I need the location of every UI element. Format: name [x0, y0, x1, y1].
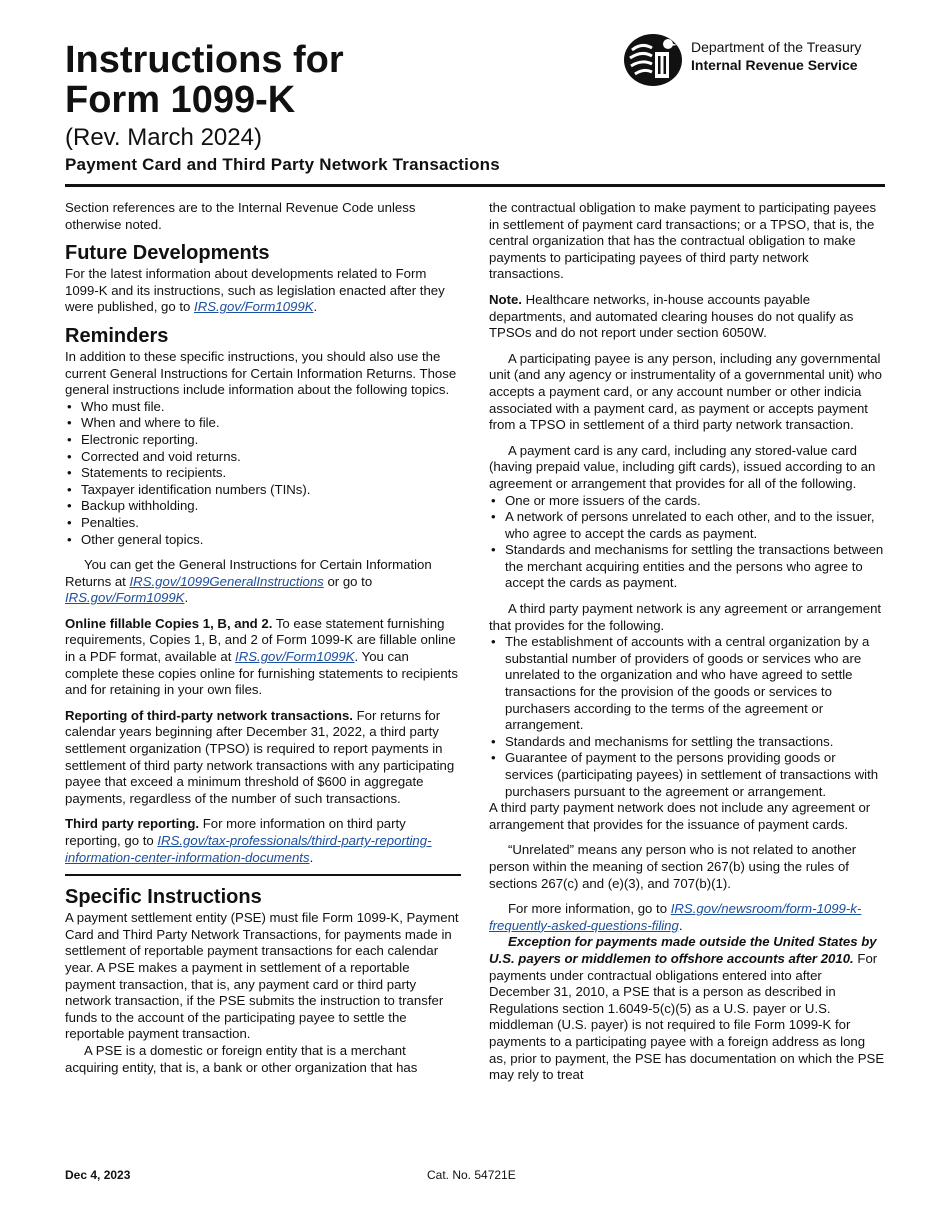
footer-date: Dec 4, 2023	[65, 1168, 131, 1182]
note-text: Healthcare networks, in-house accounts payable departments, and automated clearing houses do not qualify as TPSOs and do not report under section 6050W.	[489, 291, 854, 341]
reminders-heading: Reminders	[65, 324, 169, 347]
list-item: • When and where to file.	[65, 415, 461, 432]
list-item: • Electronic reporting.	[65, 432, 461, 449]
list-item: • Other general topics.	[65, 532, 461, 549]
third-party-text: For more information on third party reporting, go to	[65, 816, 406, 848]
general-end: .	[184, 590, 189, 606]
more-info-paragraph	[489, 901, 885, 934]
list-item: • The establishment of accounts with a central organization by a substantial number of providers of goods or services who are unrelated to the organization and who have agreed to settle transactions for the provision of the goods or services to purchasers according to the terms of the agreement or arrangement.	[489, 634, 885, 734]
pse-paragraph: A PSE is a domestic or foreign entity that is a merchant acquiring entity, that is, a bank or other organization that has	[65, 1042, 418, 1075]
faq-link[interactable]: IRS.gov/newsroom/form-1099-k-frequently-asked-questions-filing	[489, 901, 862, 933]
form-1099k-link[interactable]: IRS.gov/Form1099K	[65, 590, 185, 606]
third-party-label: Third party reporting.	[65, 816, 200, 832]
exception-text: For payments under contractual obligations entered into after December 31, 2010, a PSE that is a person as described in Regulations section 1.6049-5(c)(5) as a U.S. payer or U.S. middleman (U.S. payer) is not required to file Form 1099-K for payments to a participating payee with a foreign address as long as, prior to payment, the PSE has documentation on which the PSE may rely to treat	[489, 950, 885, 1083]
section-divider	[65, 874, 461, 876]
agency-department: Department of the Treasury	[691, 39, 862, 55]
more-info-end: .	[678, 917, 683, 933]
online-fillable-label: Online fillable Copies 1, B, and 2.	[65, 615, 273, 631]
third-party-end: .	[309, 849, 314, 865]
future-link[interactable]: IRS.gov/Form1099K	[194, 299, 314, 315]
list-item: • Standards and mechanisms for settling the transactions between the merchant acquiring entities and the persons who agree to accept the cards as payment.	[489, 542, 885, 592]
note-paragraph	[489, 292, 885, 342]
online-fillable-paragraph	[65, 616, 461, 699]
header-rule	[65, 184, 885, 187]
intro-paragraph: Section references are to the Internal Revenue Code unless otherwise noted.	[65, 200, 416, 232]
third-party-network-list	[489, 634, 885, 800]
list-item: • Backup withholding.	[65, 498, 461, 515]
general-instructions-link[interactable]: IRS.gov/1099GeneralInstructions	[129, 573, 324, 589]
exception-paragraph	[489, 934, 885, 1083]
list-item: • Who must file.	[65, 399, 461, 416]
general-text: You can get the General Instructions for Certain Information Returns at	[65, 557, 432, 589]
specific-instructions-heading: Specific Instructions	[65, 886, 262, 909]
continued-paragraph: the contractual obligation to make payment to participating payees in settlement of payment card transactions; or a TPSO, that is, the central organization that has the contractual obligation to make payments to participating payees of third party network transactions.	[489, 200, 877, 282]
online-end: . You can complete these copies online for furnishing statements to recipients and for retaining in your own files.	[65, 649, 458, 698]
agency-service: Internal Revenue Service	[691, 57, 858, 73]
third-party-link[interactable]: IRS.gov/tax-professionals/third-party-reporting-information-center-information-documents	[65, 833, 432, 865]
list-item: • Statements to recipients.	[65, 465, 461, 482]
note-label: Note.	[489, 291, 522, 307]
future-developments-paragraph	[65, 266, 461, 316]
online-text: To ease statement furnishing requirements, Copies 1, B, and 2 of Form 1099-K are fillable online in a PDF format, available at	[65, 615, 456, 665]
payment-card-list	[489, 493, 885, 593]
list-item: • One or more issuers of the cards.	[489, 493, 885, 510]
list-item: • Penalties.	[65, 515, 461, 532]
reporting-label: Reporting of third-party network transactions.	[65, 707, 353, 723]
list-item: • Standards and mechanisms for settling the transactions.	[489, 734, 885, 751]
future-end: .	[313, 299, 318, 315]
left-column	[65, 200, 461, 1076]
list-item: • Guarantee of payment to the persons providing goods or services (participating payees) in settlement of transactions with purchasers pursuant to the agreement or arrangement.	[489, 750, 885, 800]
footer-catalog-number: Cat. No. 54721E	[427, 1168, 516, 1182]
reminders-list	[65, 399, 461, 548]
reporting-paragraph	[65, 708, 461, 808]
network-exclusion-paragraph: A third party payment network does not include any agreement or arrangement that provides for the issuance of payment cards.	[489, 800, 871, 832]
list-item: • A network of persons unrelated to each other, and to the issuer, who agree to accept the cards as payment.	[489, 509, 885, 542]
third-party-network-paragraph: A third party payment network is any agreement or arrangement that provides for the following.	[489, 601, 882, 633]
unrelated-paragraph: “Unrelated” means any person who is not related to another person within the meaning of section 267(b) using the rules of sections 267(c) and (e)(3), and 707(b)(1).	[489, 842, 857, 891]
participating-payee-paragraph: A participating payee is any person, including any governmental unit (and any agency or instrumentality of a governmental unit) who accepts a payment card, or any account number or other indicia associated with a payment card, as payment or accepts payment from a TPSO in settlement of a third party network transaction.	[489, 350, 882, 433]
title-line-1: Instructions for	[65, 39, 344, 81]
reporting-text: For returns for calendar years beginning after December 31, 2022, a third party settlement organization (TPSO) is required to report payments in settlement of third party network transactions with any participating payee that exceed a minimum threshold of $600 in aggregate payments, regardless of the number of such transactions.	[65, 707, 455, 806]
title-line-2: Form 1099-K	[65, 79, 296, 121]
general-mid: or go to	[323, 573, 373, 589]
reminders-paragraph: In addition to these specific instructions, you should also use the current General Instructions for Certain Information Returns. Those general instructions include information about the following topics.	[65, 348, 457, 398]
more-info-text: For more information, go to	[508, 901, 671, 917]
document-subtitle: Payment Card and Third Party Network Transactions	[65, 155, 500, 174]
future-developments-heading: Future Developments	[65, 242, 270, 265]
payment-card-paragraph: A payment card is any card, including any stored-value card (having prepaid value, including gift cards), issued according to an agreement or arrangement that provides for all of the following.	[489, 442, 876, 491]
right-column	[489, 200, 885, 1084]
list-item: • Corrected and void returns.	[65, 449, 461, 466]
general-instructions-paragraph	[65, 557, 461, 607]
online-fillable-link[interactable]: IRS.gov/Form1099K	[235, 649, 355, 665]
specific-instructions-paragraph: A payment settlement entity (PSE) must file Form 1099-K, Payment Card and Third Party Network Transactions, for payments made in settlement of reportable payment transactions for each calendar year. A PSE makes a payment in settlement of a reportable payment transaction, that is, any payment card or third party network transaction, if the PSE submits the instruction to transfer funds to the account of the participating payee to settle the reportable payment transaction.	[65, 910, 459, 1042]
list-item: • Taxpayer identification numbers (TINs).	[65, 482, 461, 499]
revision-date: (Rev. March 2024)	[65, 124, 262, 151]
third-party-reporting-paragraph	[65, 816, 461, 866]
future-text: For the latest information about developments related to Form 1099-K and its instructions, such as legislation enacted after they were published, go to	[65, 266, 445, 315]
exception-label: Exception for payments made outside the United States by U.S. payers or middlemen to offshore accounts after 2010.	[489, 934, 877, 966]
agency-block	[622, 32, 892, 88]
irs-eagle-logo-icon	[622, 32, 684, 88]
